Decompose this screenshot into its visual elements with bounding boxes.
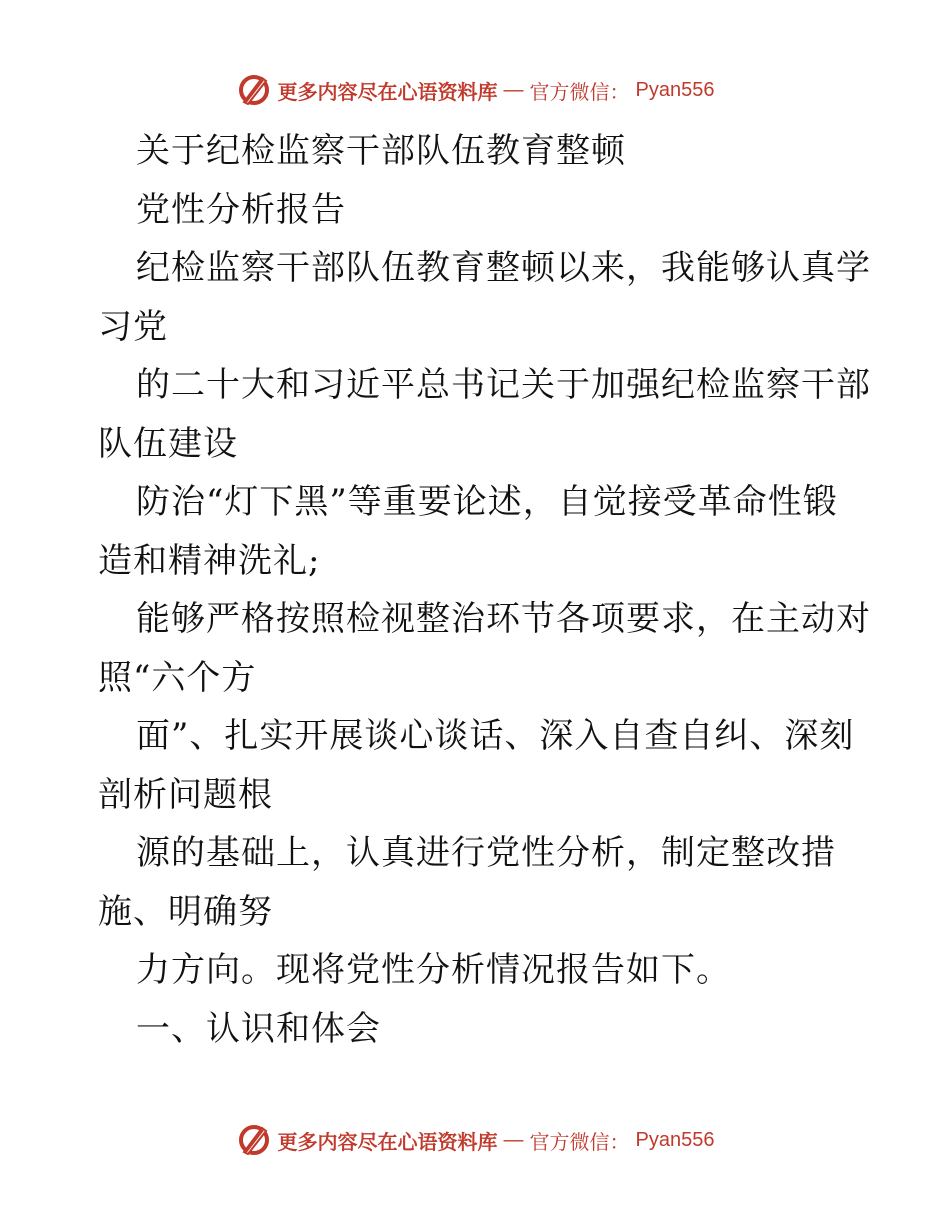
paragraph-line: 习党	[98, 306, 168, 347]
banner-wechat-id: Pyan556	[635, 78, 715, 101]
banner-wechat-label: 官方微信：	[529, 79, 630, 104]
banner-main-text: 更多内容尽在心语资料库	[277, 1129, 498, 1154]
paragraph-line: 纪检监察干部队伍教育整顿以来，我能够认真学	[136, 248, 871, 288]
quill-pen-logo-icon	[236, 72, 272, 108]
banner-wechat-id: Pyan556	[635, 1128, 715, 1151]
paragraph-line: 的二十大和习近平总书记关于加强纪检监察干部	[136, 365, 871, 405]
paragraph-line: 面”、扎实开展谈心谈话、深入自查自纠、深刻	[136, 716, 855, 756]
doc-title-line-2: 党性分析报告	[136, 189, 346, 230]
doc-title-line-1: 关于纪检监察干部队伍教育整顿	[136, 131, 626, 171]
banner-wechat-label: 官方微信：	[529, 1129, 630, 1154]
paragraph-line: 源的基础上，认真进行党性分析，制定整改措	[136, 833, 836, 873]
paragraph-line: 力方向。现将党性分析情况报告如下。	[136, 950, 731, 990]
footer-watermark-banner	[0, 1120, 950, 1160]
document-body	[98, 122, 871, 1058]
paragraph-line: 剖析问题根	[98, 774, 273, 815]
paragraph-line: 施、明确努	[98, 891, 273, 932]
banner-separator: —	[503, 1128, 524, 1151]
paragraph-line: 能够严格按照检视整治环节各项要求，在主动对	[136, 599, 871, 639]
banner-separator: —	[503, 78, 524, 101]
section-heading: 一、认识和体会	[136, 1008, 381, 1049]
header-watermark-banner	[0, 70, 950, 110]
paragraph-line: 照“六个方	[98, 657, 257, 698]
paragraph-line: 队伍建设	[98, 423, 238, 464]
paragraph-line: 防治“灯下黑”等重要论述，自觉接受革命性锻	[136, 482, 838, 522]
banner-main-text: 更多内容尽在心语资料库	[277, 79, 498, 104]
paragraph-line: 造和精神洗礼;	[98, 540, 321, 581]
quill-pen-logo-icon	[236, 1122, 272, 1158]
